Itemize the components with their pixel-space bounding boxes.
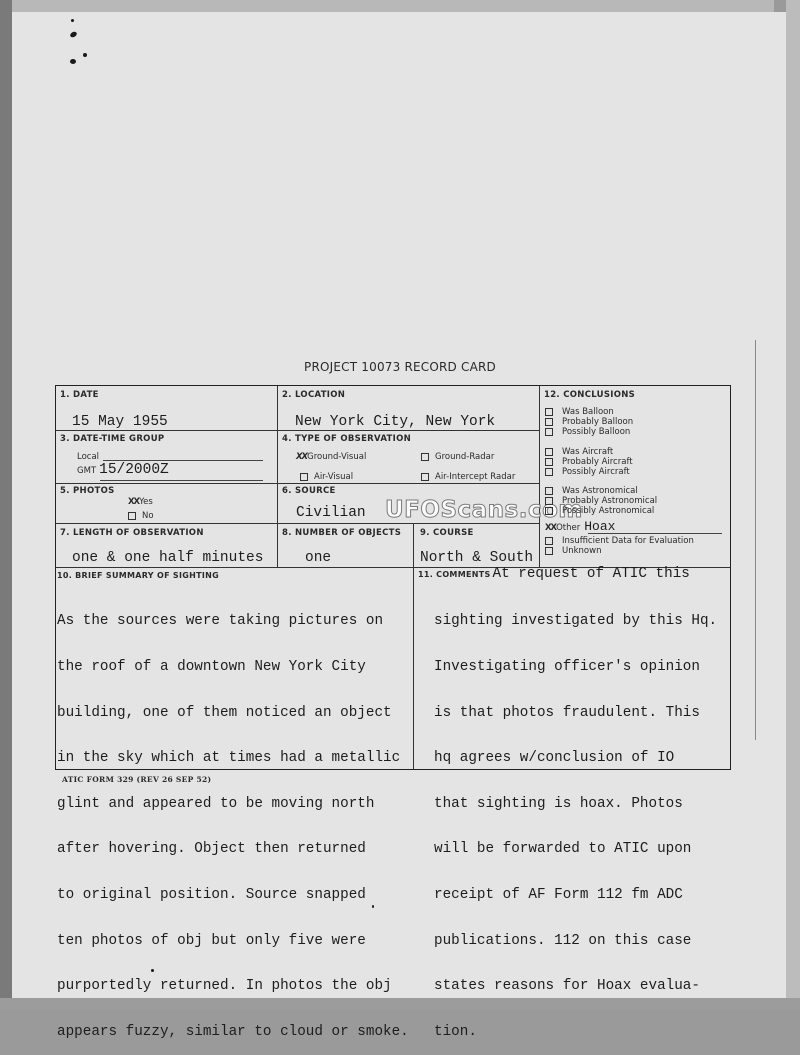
summary-line: building, one of them noticed an object: [57, 704, 392, 721]
conclusion-option[interactable]: [545, 417, 633, 427]
other-label-wrap: [545, 523, 580, 533]
option-label: Ground-Radar: [435, 452, 495, 462]
option-label: Probably Balloon: [562, 417, 634, 427]
conclusion-option[interactable]: [545, 447, 613, 457]
typed-check-mark: XX: [128, 497, 140, 507]
dust-speck: [83, 53, 87, 57]
typed-check-mark: XX: [296, 452, 308, 462]
conclusion-option[interactable]: [545, 486, 638, 496]
checkbox-icon: [300, 473, 308, 481]
comments-line: is that photos fraudulent. This: [434, 704, 700, 721]
dust-speck: [71, 19, 74, 22]
checkbox-icon: [545, 497, 553, 505]
source-label: 6. SOURCE: [282, 486, 336, 496]
photos-label: 5. PHOTOS: [60, 486, 115, 496]
local-label: Local: [77, 452, 100, 462]
checkbox-icon: [421, 453, 429, 461]
comments-line: sighting investigated by this Hq.: [434, 613, 718, 630]
option-label: Possibly Balloon: [562, 427, 631, 437]
option-label: Probably Astronomical: [562, 496, 658, 506]
conclusion-option[interactable]: [545, 407, 614, 417]
checkbox-icon: [545, 487, 553, 495]
summary-line: ten photos of obj but only five were: [57, 932, 366, 949]
gmt-underline: [100, 480, 263, 481]
length-of-observation-label: 7. LENGTH OF OBSERVATION: [60, 528, 204, 538]
conclusion-other-value: Hoax: [584, 519, 616, 534]
comments-line: that sighting is hoax. Photos: [434, 795, 683, 812]
summary-label: 10. BRIEF SUMMARY OF SIGHTING: [57, 571, 220, 580]
conclusion-option[interactable]: [545, 427, 630, 437]
divider: [56, 430, 539, 431]
typed-check-mark: XX: [545, 523, 557, 533]
conclusion-option[interactable]: [545, 496, 657, 506]
summary-line: As the sources were taking pictures on: [57, 613, 384, 630]
divider: [56, 483, 539, 484]
date-value: 15 May 1955: [72, 414, 168, 430]
option-label: Was Balloon: [562, 407, 614, 417]
gmt-label: GMT: [77, 466, 97, 476]
checkbox-icon: [545, 448, 553, 456]
source-value: Civilian: [296, 505, 366, 521]
option-label: Unknown: [562, 546, 602, 556]
observation-option-air-intercept-radar[interactable]: [421, 472, 515, 482]
comments-first-line: At request of ATIC this: [492, 566, 690, 582]
summary-line: to original position. Source snapped: [57, 887, 366, 904]
conclusion-option[interactable]: [545, 467, 630, 477]
number-of-objects-label: 8. NUMBER OF OBJECTS: [282, 528, 402, 538]
divider: [277, 386, 278, 567]
conclusions-label: 12. CONCLUSIONS: [544, 390, 636, 400]
option-label: Possibly Aircraft: [562, 467, 630, 477]
comments-line: states reasons for Hoax evalua-: [434, 978, 700, 995]
checkbox-icon: [545, 458, 553, 466]
option-label: Insufficient Data for Evaluation: [562, 536, 694, 546]
divider: [413, 523, 414, 769]
comments-line: hq agrees w/conclusion of IO: [434, 750, 675, 767]
option-label: Possibly Astronomical: [562, 506, 655, 516]
location-label: 2. LOCATION: [282, 390, 346, 400]
conclusion-option[interactable]: [545, 546, 601, 556]
date-time-group-label: 3. DATE-TIME GROUP: [60, 434, 165, 444]
other-underline: [588, 533, 722, 534]
summary-line: after hovering. Object then returned: [57, 841, 366, 858]
comments-line: publications. 112 on this case: [434, 932, 692, 949]
location-value: New York City, New York: [295, 414, 496, 430]
length-of-observation-value: one & one half minutes: [72, 550, 264, 566]
summary-line: appears fuzzy, similar to cloud or smoke.: [57, 1023, 409, 1040]
summary-line: in the sky which at times had a metallic: [57, 750, 401, 767]
comments-text: [434, 584, 717, 1055]
checkbox-icon: [128, 512, 136, 520]
comments-line: will be forwarded to ATIC upon: [434, 841, 692, 858]
checkbox-icon: [545, 418, 553, 426]
option-label: No: [142, 511, 154, 521]
course-value: North & South: [420, 550, 534, 566]
summary-text: [57, 584, 409, 1055]
option-label: Air-Intercept Radar: [435, 472, 516, 482]
checkbox-icon: [545, 408, 553, 416]
form-number: ATIC FORM 329 (REV 26 SEP 52): [62, 775, 212, 784]
summary-line: purportedly returned. In photos the obj: [57, 978, 392, 995]
checkbox-icon: [545, 428, 553, 436]
local-underline: [103, 460, 263, 461]
gmt-row: [77, 462, 169, 478]
checkbox-icon: [545, 507, 553, 515]
scan-edge-left: [0, 0, 12, 1010]
course-label: 9. COURSE: [420, 528, 474, 538]
date-label: 1. DATE: [60, 390, 99, 400]
checkbox-icon: [545, 468, 553, 476]
photos-option-no[interactable]: [128, 511, 154, 521]
observation-option-ground-radar[interactable]: [421, 452, 494, 462]
option-label: Ground-Visual: [307, 452, 367, 462]
photos-option-yes[interactable]: [128, 497, 153, 507]
observation-option-air-visual[interactable]: [300, 472, 353, 482]
option-label: Air-Visual: [314, 472, 354, 482]
dust-speck: [70, 59, 76, 64]
summary-line: the roof of a downtown New York City: [57, 659, 366, 676]
option-label: Other: [556, 523, 581, 533]
paper-fold-line: [755, 340, 756, 740]
type-of-observation-label: 4. TYPE OF OBSERVATION: [282, 434, 412, 444]
conclusion-option-other[interactable]: [545, 519, 615, 534]
comments-line: tion.: [434, 1023, 477, 1040]
divider: [56, 523, 539, 524]
checkbox-icon: [421, 473, 429, 481]
card-title: PROJECT 10073 RECORD CARD: [304, 360, 496, 374]
conclusion-option[interactable]: [545, 536, 694, 546]
checkbox-icon: [545, 537, 553, 545]
comments-line: receipt of AF Form 112 fm ADC: [434, 887, 683, 904]
option-label: Was Astronomical: [562, 486, 638, 496]
comments-label: 11. COMMENTS: [418, 570, 491, 579]
option-label: Was Aircraft: [562, 447, 614, 457]
summary-line: glint and appeared to be moving north: [57, 795, 375, 812]
comments-header-row: [418, 567, 690, 582]
option-label: Yes: [139, 497, 153, 507]
number-of-objects-value: one: [305, 550, 332, 566]
comments-line: Investigating officer's opinion: [434, 659, 700, 676]
conclusion-option[interactable]: [545, 506, 654, 516]
gmt-value: 15/2000Z: [99, 462, 169, 478]
checkbox-icon: [545, 547, 553, 555]
conclusion-option[interactable]: [545, 457, 633, 467]
scan-edge-right: [786, 0, 800, 1010]
divider: [539, 386, 540, 567]
option-label: Probably Aircraft: [562, 457, 633, 467]
observation-option-ground-visual[interactable]: [296, 452, 366, 462]
watermark: UFOScans.com: [385, 497, 583, 523]
